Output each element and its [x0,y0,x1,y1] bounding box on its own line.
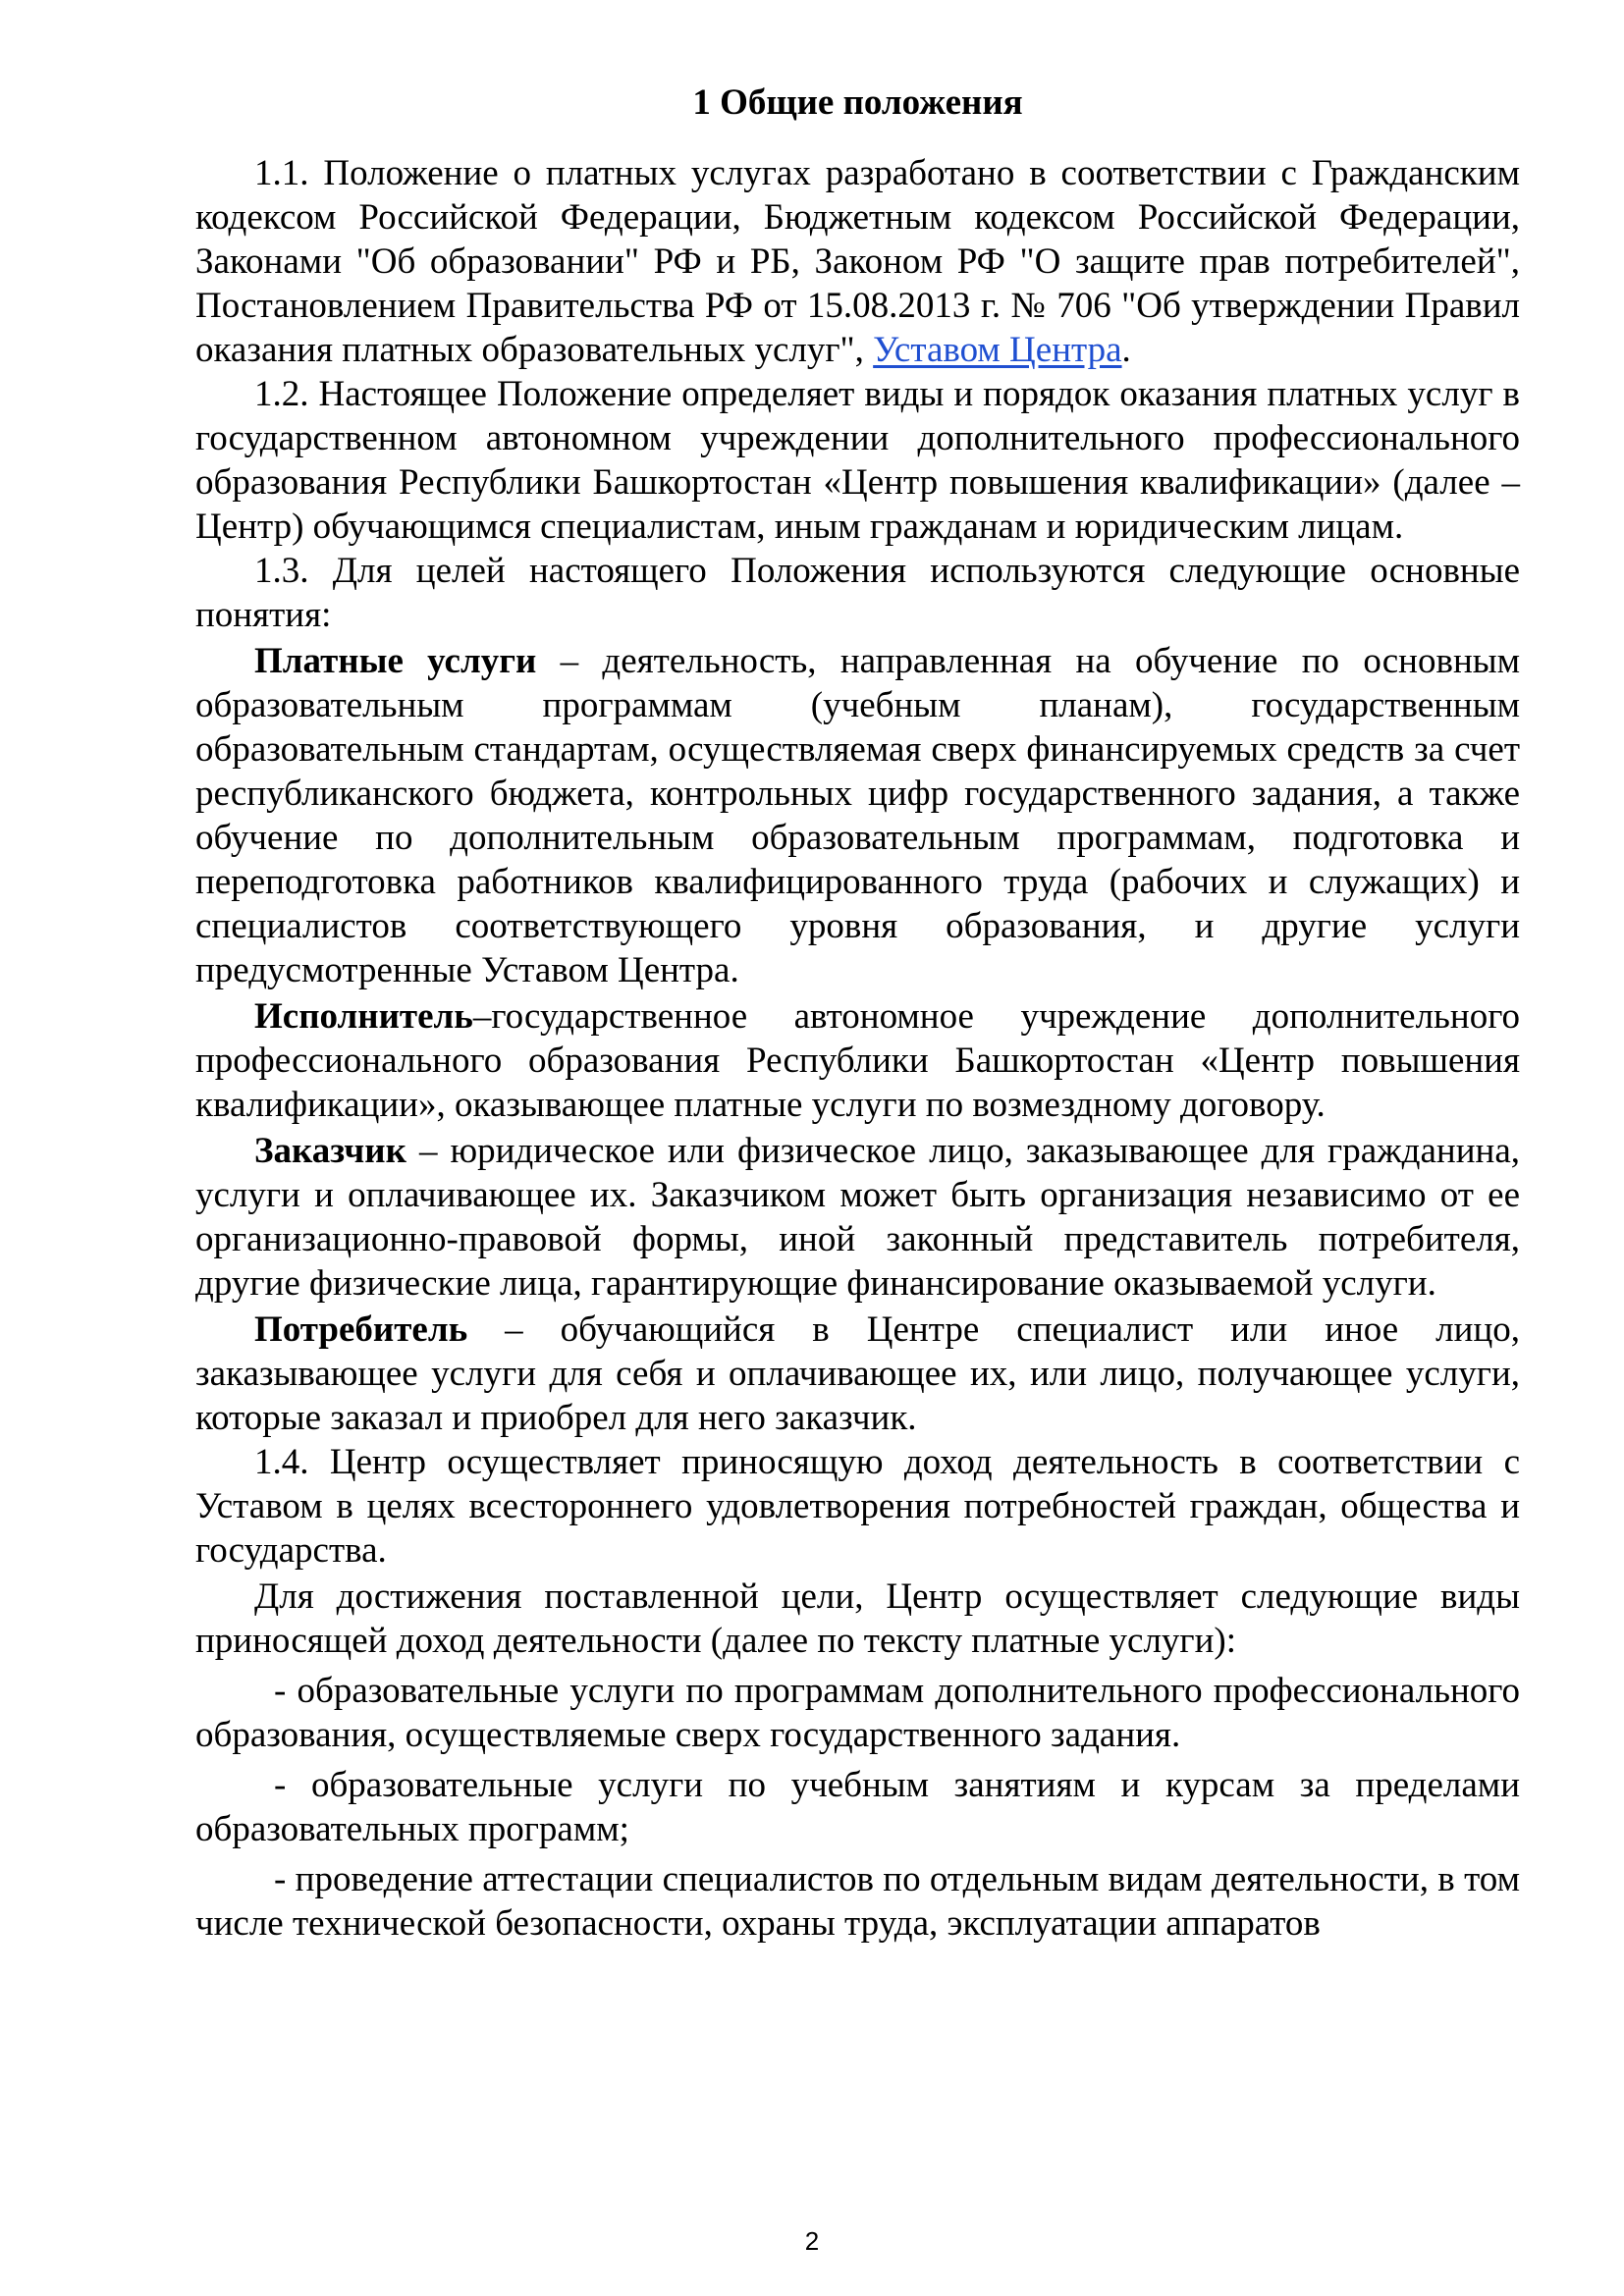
list-item: - проведение аттестации специалистов по отдельным видам деятельности, в том числе технической безопасности, охраны труда, эксплуатации аппаратов [195,1859,1520,1944]
definition-text: – юридическое или физическое лицо, заказывающее для гражданина, услуги и оплачивающее их. Заказчиком может быть организация независимо от ее организационно-правовой формы, иной законный представитель потребителя, другие физические лица, гарантирующие финансирование оказываемой услуги. [195,1131,1520,1304]
definition-term: Заказчик [254,1131,406,1171]
definition-customer [195,1129,1520,1306]
definition-text: – деятельность, направленная на обучение по основным образовательным программам (учебным планам), государственным образовательным стандартам, осуществляемая сверх финансируемых средств за счет республиканского бюджета, контрольных цифр государственного задания, а также обучение по дополнительным образовательным программам, подготовка и переподготовка работников квалифицированного труда (рабочих и служащих) и специалистов соответствующего уровня образования, и другие услуги предусмотренные Уставом Центра. [195,641,1521,990]
page-number: 2 [804,2226,820,2256]
definition-executor [195,994,1520,1127]
paragraph-1-1-text: 1.1. Положение о платных услугах разработано в соответствии с Гражданским кодексом Российской Федерации, Бюджетным кодексом Российской Федерации, Законами "Об образовании" РФ и РБ, Законом РФ "О защите прав потребителей", Постановлением Правительства РФ от 15.08.2013 г. № 706 "Об утверждении Правил оказания платных образовательных услуг", [195,153,1520,370]
document-body [195,77,1520,1946]
definition-term: Исполнитель [254,996,473,1037]
definition-term: Потребитель [254,1309,468,1350]
definition-paid-services [195,639,1520,992]
list-item: - образовательные услуги по программам дополнительного профессионального образования, осуществляемые сверх государственного задания. [195,1671,1520,1755]
definition-consumer [195,1308,1520,1440]
definition-text: – обучающийся в Центре специалист или иное лицо, заказывающее услуги для себя и оплачивающее их, или лицо, получающее услуги, которые заказал и приобрел для него заказчик. [195,1309,1520,1438]
charter-link[interactable]: Уставом Центра [873,330,1122,370]
paragraph-1-2: 1.2. Настоящее Положение определяет виды и порядок оказания платных услуг в государственном автономном учреждении дополнительного профессионального образования Республики Башкортостан «Центр повышения квалификации» (далее – Центр) обучающимся специалистам, иным гражданам и юридическим лицам. [195,374,1520,547]
paragraph-1-4: 1.4. Центр осуществляет приносящую доход деятельность в соответствии с Уставом в целях всестороннего удовлетворения потребностей граждан, общества и государства. [195,1442,1520,1571]
definition-text: –государственное автономное учреждение дополнительного профессионального образования Республики Башкортостан «Центр повышения квалификации», оказывающее платные услуги по возмездному договору. [195,996,1520,1125]
list-item: - образовательные услуги по учебным занятиям и курсам за пределами образовательных программ; [195,1765,1520,1849]
definition-term: Платные услуги [254,641,537,681]
paragraph-1-1 [195,151,1520,372]
paragraph-1-1-end: . [1121,330,1131,370]
paragraph-goal: Для достижения поставленной цели, Центр осуществляет следующие виды приносящей доход деятельности (далее по тексту платные услуги): [195,1576,1520,1661]
section-heading: 1 Общие положения [692,82,1023,123]
paragraph-1-3: 1.3. Для целей настоящего Положения используются следующие основные понятия: [195,551,1520,635]
